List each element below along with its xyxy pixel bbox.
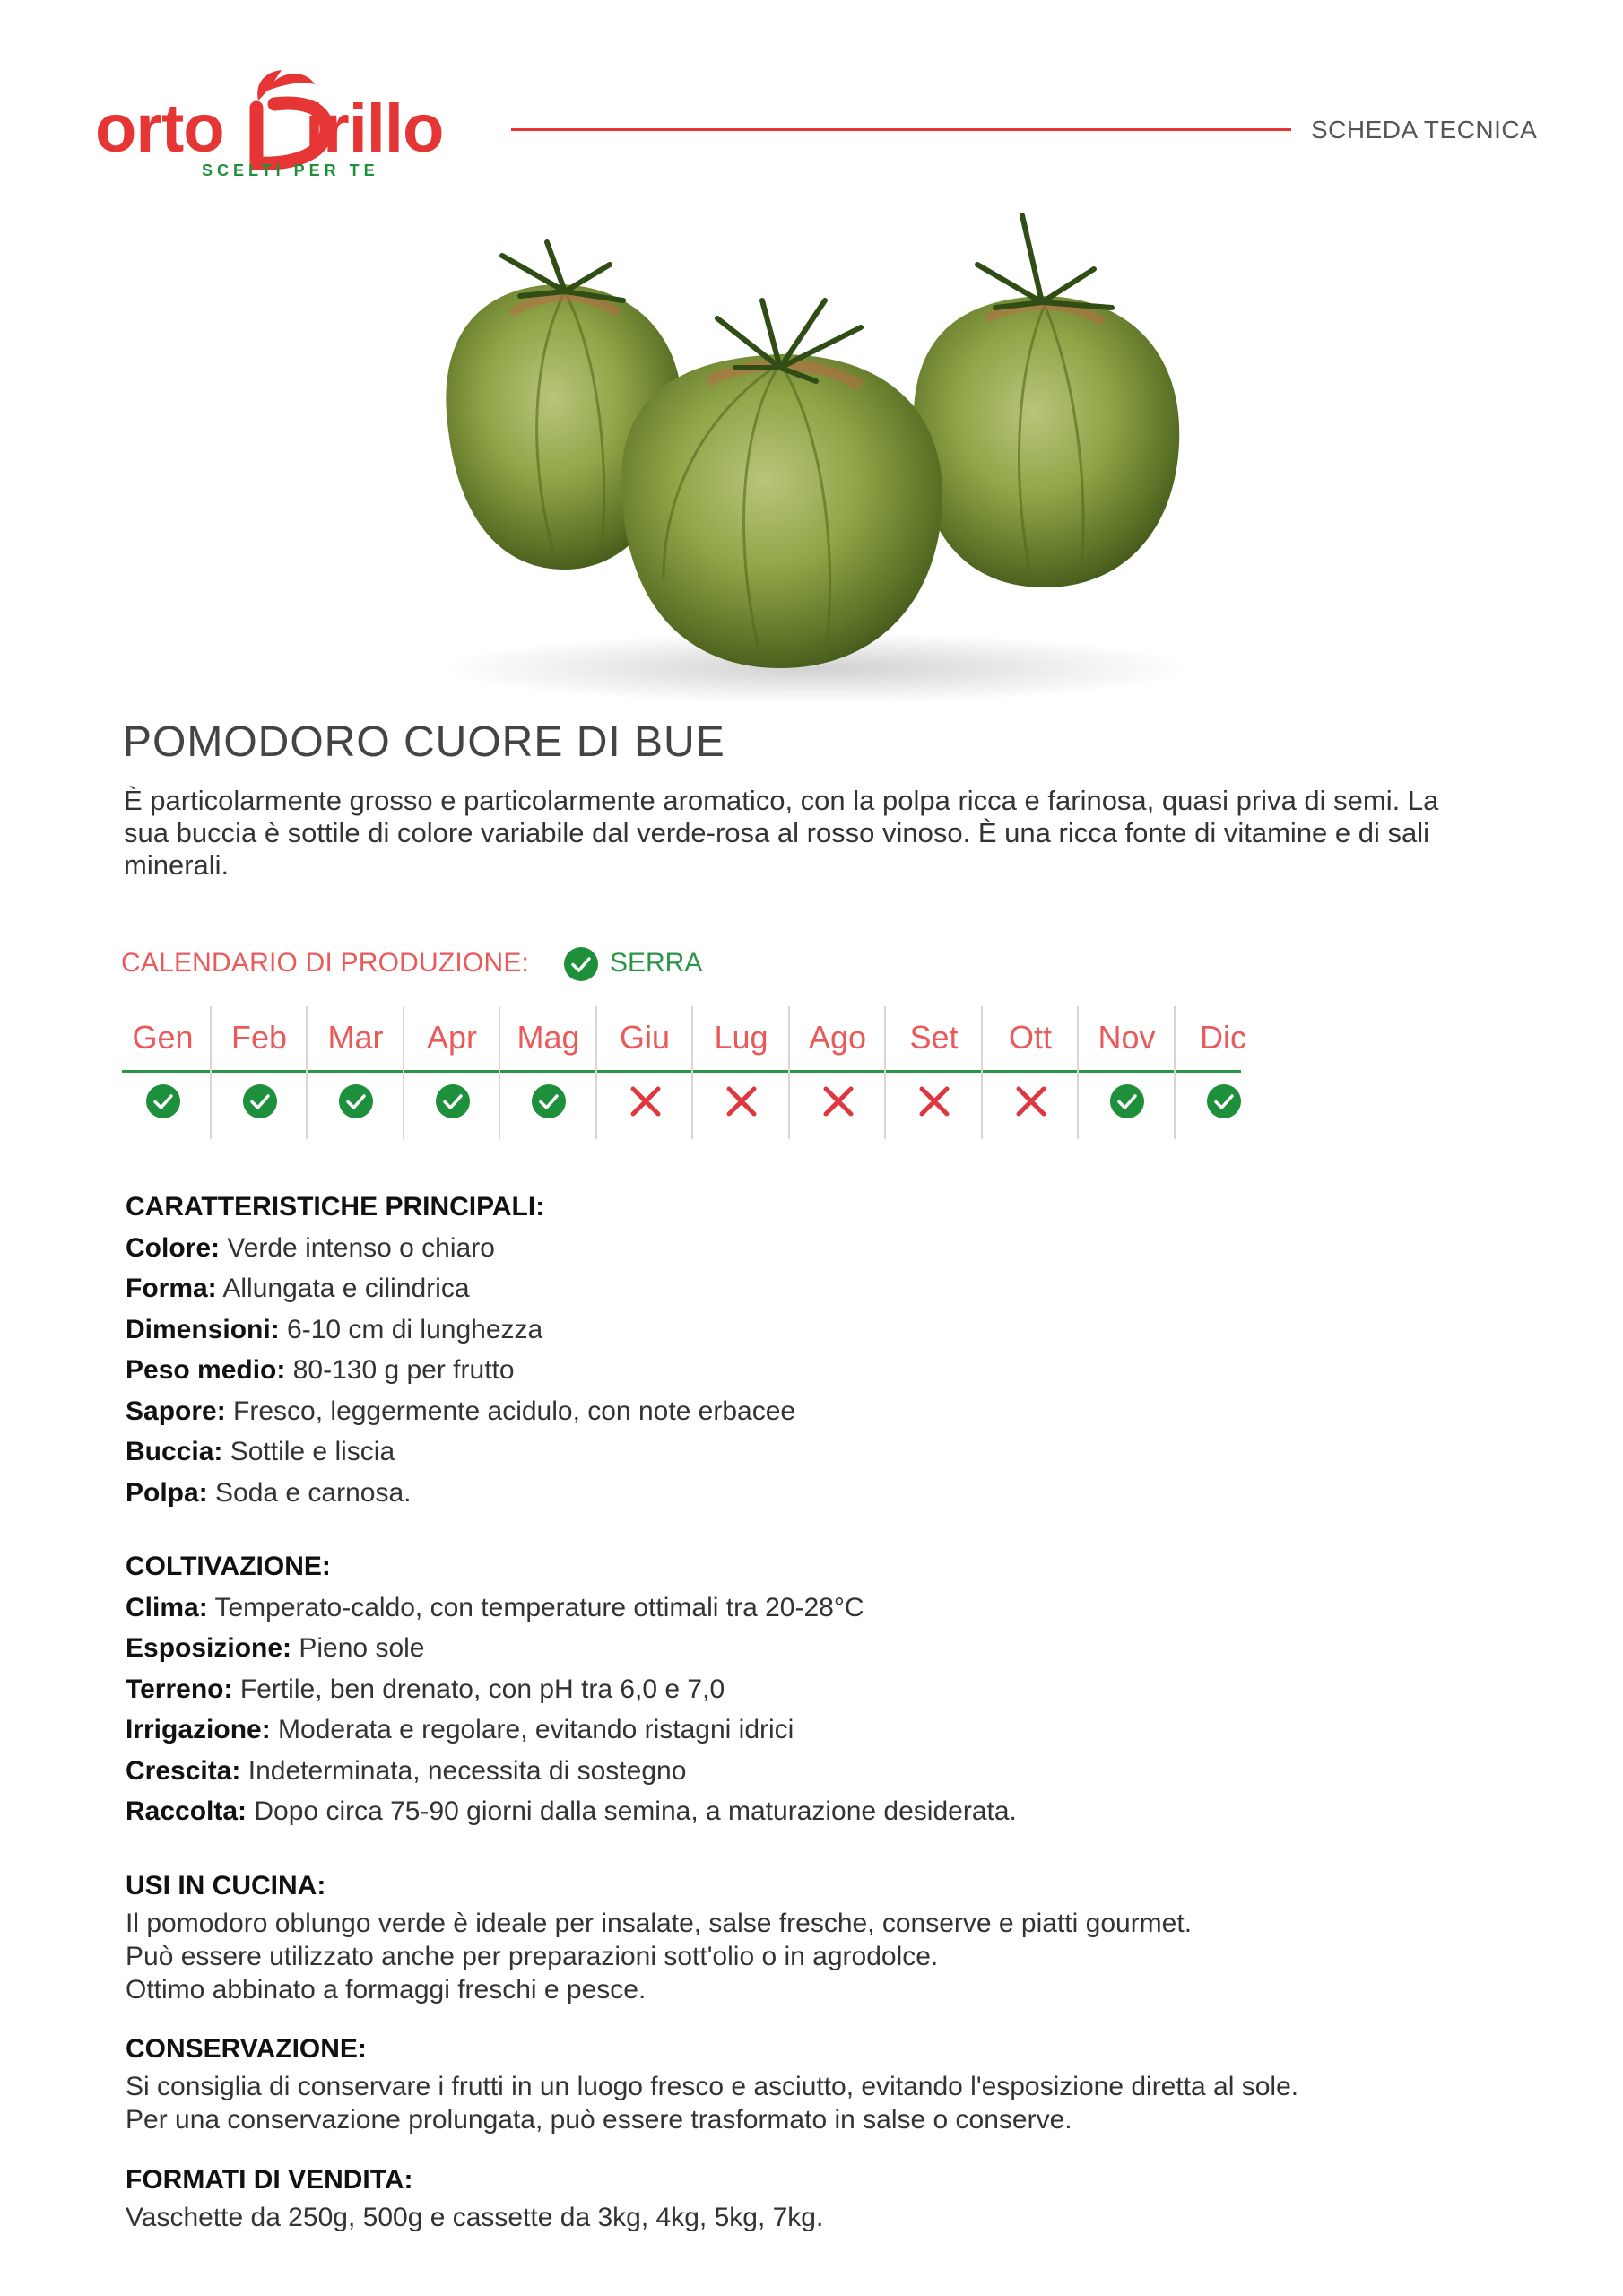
- feature-key: Forma:: [126, 1274, 217, 1303]
- cultivation-value: Moderata e regolare, evitando ristagni idrici: [278, 1715, 794, 1744]
- month-label: Set: [909, 1019, 959, 1056]
- feature-key: Buccia:: [126, 1437, 223, 1466]
- paragraph-line: Ottimo abbinato a formaggi freschi e pesce.: [126, 1974, 647, 2005]
- check-circle-icon: [1206, 1083, 1242, 1119]
- month-label: Giu: [619, 1019, 671, 1056]
- feature-row: [126, 1391, 795, 1432]
- cultivation-value: Indeterminata, necessita di sostegno: [247, 1755, 687, 1786]
- month-label: Lug: [714, 1019, 768, 1056]
- feature-value: Fresco, leggermente acidulo, con note erbacee: [233, 1396, 796, 1426]
- feature-value: 80-130 g per frutto: [292, 1355, 515, 1385]
- feature-key: Peso medio:: [126, 1355, 286, 1385]
- feature-value: Allungata e cilindrica: [222, 1274, 470, 1303]
- cultivation-value: Fertile, ben drenato, con pH tra 6,0 e 7,0: [239, 1674, 725, 1704]
- cultivation-value: Pieno sole: [299, 1633, 425, 1663]
- paragraph-line: Può essere utilizzato anche per preparazioni sott'olio o in agrodolce.: [126, 1941, 939, 1971]
- cross-icon: [724, 1083, 759, 1119]
- feature-row: [126, 1309, 795, 1351]
- section-heading: COLTIVAZIONE:: [126, 1552, 331, 1581]
- feature-key: Colore:: [126, 1232, 220, 1263]
- check-circle-icon: [435, 1083, 471, 1119]
- cross-icon: [820, 1083, 856, 1119]
- check-circle-icon: [1109, 1083, 1145, 1119]
- cultivation-row: [126, 1628, 1017, 1669]
- section-heading: CARATTERISTICHE PRINCIPALI:: [126, 1192, 545, 1222]
- section-cultivation: [126, 1546, 1017, 1832]
- paragraph-line: Per una conservazione prolungata, può essere trasformato in salse o conserve.: [126, 2104, 1072, 2135]
- month-cell-set: [886, 1004, 982, 1139]
- production-calendar: [115, 1004, 1246, 1139]
- document-type-label: SCHEDA TECNICA: [1311, 116, 1538, 144]
- section-sale-formats: [126, 2160, 823, 2234]
- section-heading: FORMATI DI VENDITA:: [126, 2165, 413, 2195]
- section-heading: USI IN CUCINA:: [126, 1871, 326, 1900]
- feature-value: Verde intenso o chiaro: [227, 1232, 495, 1263]
- check-circle-icon: [531, 1083, 567, 1119]
- feature-row: [126, 1473, 795, 1514]
- hero-tomatoes-image: [395, 202, 1255, 713]
- cultivation-row: [126, 1669, 1017, 1710]
- feature-row: [126, 1431, 795, 1473]
- cultivation-row: [126, 1751, 1017, 1792]
- cultivation-key: Irrigazione:: [126, 1715, 271, 1744]
- month-label: Ago: [808, 1019, 867, 1056]
- cultivation-key: Esposizione:: [126, 1633, 292, 1663]
- month-cell-ott: [983, 1004, 1079, 1139]
- paragraph-line: Si consiglia di conservare i frutti in un luogo fresco e asciutto, evitando l'esposizione diretta al sole.: [126, 2071, 1299, 2101]
- cultivation-row: [126, 1791, 1017, 1832]
- month-cell-lug: [693, 1004, 789, 1139]
- brand-logo: [90, 56, 502, 190]
- feature-key: Polpa:: [126, 1477, 208, 1508]
- feature-value: Sottile e liscia: [230, 1437, 395, 1466]
- check-circle-icon: [338, 1083, 374, 1119]
- month-cell-mar: [308, 1004, 404, 1139]
- feature-key: Sapore:: [126, 1396, 226, 1426]
- cultivation-row: [126, 1709, 1017, 1751]
- feature-row: [126, 1350, 795, 1391]
- cultivation-key: Crescita:: [126, 1755, 241, 1786]
- cultivation-key: Raccolta:: [126, 1796, 247, 1826]
- feature-value: 6-10 cm di lunghezza: [287, 1314, 543, 1344]
- product-description: È particolarmente grosso e particolarmente aromatico, con la polpa ricca e farinosa, quasi priva di semi. La sua buccia è sottile di colore variabile dal verde-rosa al rosso vinoso. È una ricca fonte di vitamine e di sali minerali.: [124, 785, 1439, 881]
- feature-row: [126, 1268, 795, 1309]
- month-label: Ott: [1008, 1019, 1052, 1056]
- month-cell-mag: [500, 1004, 596, 1139]
- section-kitchen-uses: [126, 1866, 1192, 2006]
- cross-icon: [1013, 1083, 1049, 1119]
- month-label: Feb: [230, 1019, 288, 1056]
- month-label: Apr: [426, 1019, 478, 1056]
- calendar-heading: CALENDARIO DI PRODUZIONE:: [121, 948, 530, 978]
- month-label: Nov: [1098, 1019, 1156, 1056]
- header-divider: [511, 128, 1291, 131]
- feature-row: [126, 1228, 795, 1269]
- month-label: Mar: [327, 1019, 384, 1056]
- paragraph-line: Il pomodoro oblungo verde è ideale per insalate, salse fresche, conserve e piatti gourmet.: [126, 1908, 1193, 1938]
- feature-key: Dimensioni:: [126, 1314, 280, 1344]
- month-cell-apr: [404, 1004, 500, 1139]
- cross-icon: [916, 1083, 952, 1119]
- month-cell-dic: [1176, 1004, 1271, 1139]
- section-features: [126, 1187, 795, 1513]
- product-title: POMODORO CUORE DI BUE: [123, 718, 725, 766]
- check-circle-icon: [242, 1083, 278, 1119]
- brand-tagline: SCELTI PER TE: [202, 161, 379, 179]
- logo-text-right: irillo: [305, 91, 444, 167]
- legend-label-serra: SERRA: [610, 948, 703, 978]
- cross-icon: [628, 1083, 664, 1119]
- cultivation-value: Temperato-caldo, con temperature ottimali tra 20-28°C: [214, 1592, 864, 1622]
- cultivation-key: Clima:: [126, 1592, 208, 1622]
- month-cell-nov: [1079, 1004, 1175, 1139]
- month-cell-giu: [597, 1004, 693, 1139]
- month-label: Dic: [1200, 1019, 1246, 1056]
- section-heading: CONSERVAZIONE:: [126, 2034, 367, 2064]
- section-storage: [126, 2029, 1298, 2136]
- check-circle-icon: [563, 946, 599, 982]
- month-label: Mag: [516, 1019, 580, 1056]
- month-cell-ago: [790, 1004, 886, 1139]
- cultivation-row: [126, 1587, 1017, 1629]
- month-label: Gen: [132, 1019, 194, 1056]
- month-cell-gen: [115, 1004, 211, 1139]
- cultivation-key: Terreno:: [126, 1674, 233, 1704]
- paragraph-line: Vaschette da 250g, 500g e cassette da 3kg, 4kg, 5kg, 7kg.: [126, 2202, 824, 2232]
- cultivation-value: Dopo circa 75-90 giorni dalla semina, a maturazione desiderata.: [254, 1796, 1017, 1826]
- logo-text-left: orto: [95, 91, 224, 167]
- check-circle-icon: [145, 1083, 181, 1119]
- feature-value: Soda e carnosa.: [215, 1477, 412, 1508]
- month-cell-feb: [212, 1004, 308, 1139]
